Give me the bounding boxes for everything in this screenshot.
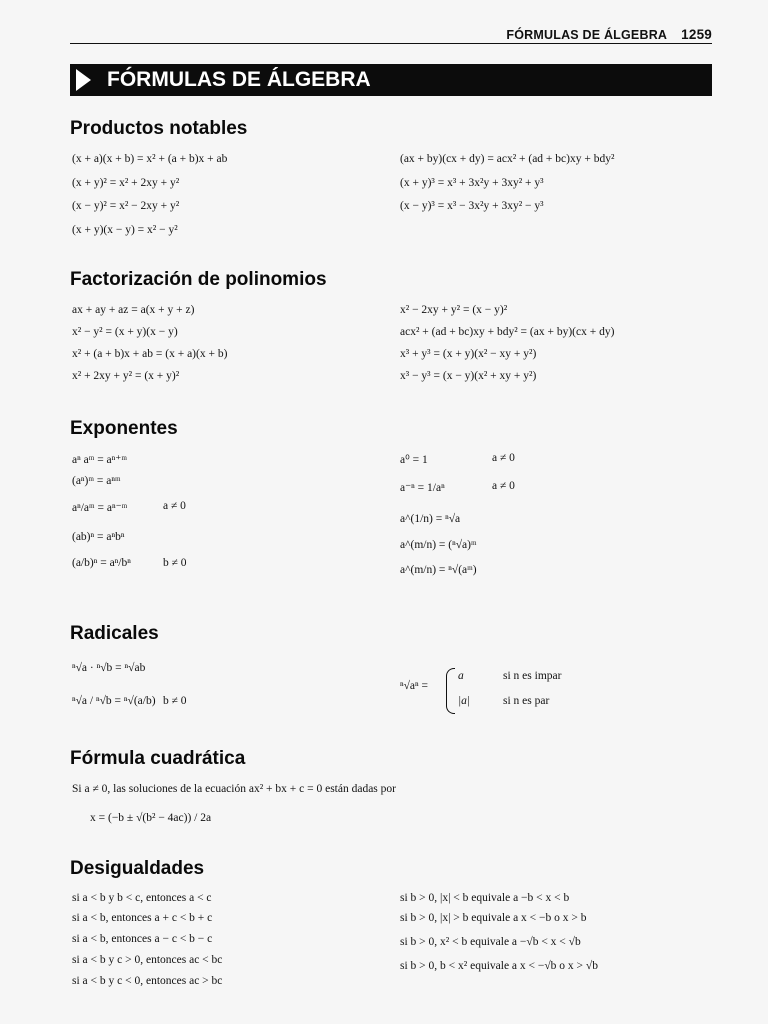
inequality: si a < b y b < c, entonces a < c bbox=[72, 892, 212, 904]
formula: x² − y² = (x + y)(x − y) bbox=[72, 326, 178, 338]
condition: a ≠ 0 bbox=[492, 452, 515, 464]
banner-title: FÓRMULAS DE ÁLGEBRA bbox=[107, 68, 371, 91]
case-brace bbox=[446, 668, 455, 714]
formula: (aⁿ)ᵐ = aⁿᵐ bbox=[72, 475, 121, 487]
formula: (x − y)³ = x³ − 3x²y + 3xy² − y³ bbox=[400, 200, 544, 212]
formula: (a/b)ⁿ = aⁿ/bⁿ bbox=[72, 557, 131, 569]
inequality: si a < b, entonces a + c < b + c bbox=[72, 912, 213, 924]
condition: b ≠ 0 bbox=[163, 695, 187, 707]
case-condition: si n es par bbox=[503, 695, 550, 707]
formula: aⁿ aᵐ = aⁿ⁺ᵐ bbox=[72, 454, 127, 466]
inequality: si a < b y c < 0, entonces ac > bc bbox=[72, 975, 223, 987]
formula: a⁻ⁿ = 1/aⁿ bbox=[400, 482, 445, 494]
inequality: si b > 0, x² < b equivale a −√b < x < √b bbox=[400, 936, 581, 948]
case-value: a bbox=[458, 670, 464, 682]
formula: ax + ay + az = a(x + y + z) bbox=[72, 304, 195, 316]
paragraph: Si a ≠ 0, las soluciones de la ecuación ax² + bx + c = 0 están dadas por bbox=[72, 783, 396, 795]
formula: acx² + (ad + bc)xy + bdy² = (ax + by)(cx + dy) bbox=[400, 326, 615, 338]
formula: a^(m/n) = ⁿ√(aᵐ) bbox=[400, 564, 477, 576]
formula: x² + (a + b)x + ab = (x + a)(x + b) bbox=[72, 348, 228, 360]
formula: a⁰ = 1 bbox=[400, 454, 428, 466]
chapter-banner bbox=[70, 64, 712, 96]
formula: (ab)ⁿ = aⁿbⁿ bbox=[72, 531, 125, 543]
formula: (x + y)(x − y) = x² − y² bbox=[72, 224, 178, 236]
section-title-desigualdades: Desigualdades bbox=[70, 858, 205, 879]
formula: (ax + by)(cx + dy) = acx² + (ad + bc)xy + bdy² bbox=[400, 153, 615, 165]
formula: (x + a)(x + b) = x² + (a + b)x + ab bbox=[72, 153, 228, 165]
formula: x³ − y³ = (x − y)(x² + xy + y²) bbox=[400, 370, 537, 382]
page-number: 1259 bbox=[681, 27, 712, 42]
formula: x² + 2xy + y² = (x + y)² bbox=[72, 370, 180, 382]
quadratic-formula: x = (−b ± √(b² − 4ac)) / 2a bbox=[90, 812, 212, 824]
inequality: si a < b, entonces a − c < b − c bbox=[72, 933, 213, 945]
case-value: |a| bbox=[458, 695, 471, 707]
section-title-exponentes: Exponentes bbox=[70, 418, 178, 439]
formula: x³ + y³ = (x + y)(x² − xy + y²) bbox=[400, 348, 537, 360]
formula: a^(1/n) = ⁿ√a bbox=[400, 513, 461, 525]
condition: b ≠ 0 bbox=[163, 557, 187, 569]
formula: aⁿ/aᵐ = aⁿ⁻ᵐ bbox=[72, 502, 128, 514]
running-title: FÓRMULAS DE ÁLGEBRA bbox=[506, 28, 668, 42]
inequality: si b > 0, b < x² equivale a x < −√b o x > √b bbox=[400, 960, 598, 972]
formula: ⁿ√a / ⁿ√b = ⁿ√(a/b) bbox=[72, 695, 156, 707]
running-header bbox=[70, 22, 712, 44]
formula: (x − y)² = x² − 2xy + y² bbox=[72, 200, 180, 212]
inequality: si b > 0, |x| > b equivale a x < −b o x > b bbox=[400, 912, 587, 924]
formula: ⁿ√a · ⁿ√b = ⁿ√ab bbox=[72, 662, 146, 674]
section-title-radicales: Radicales bbox=[70, 623, 159, 644]
formula: (x + y)² = x² + 2xy + y² bbox=[72, 177, 180, 189]
formula: a^(m/n) = (ⁿ√a)ᵐ bbox=[400, 539, 477, 551]
formula: ⁿ√aⁿ = bbox=[400, 680, 429, 692]
arrow-icon bbox=[76, 69, 91, 91]
case-condition: si n es impar bbox=[503, 670, 562, 682]
section-title-factorizacion: Factorización de polinomios bbox=[70, 269, 327, 290]
section-title-productos: Productos notables bbox=[70, 118, 248, 139]
condition: a ≠ 0 bbox=[492, 480, 515, 492]
formula: (x + y)³ = x³ + 3x²y + 3xy² + y³ bbox=[400, 177, 544, 189]
section-title-cuadratica: Fórmula cuadrática bbox=[70, 748, 246, 769]
formula: x² − 2xy + y² = (x − y)² bbox=[400, 304, 508, 316]
condition: a ≠ 0 bbox=[163, 500, 186, 512]
inequality: si a < b y c > 0, entonces ac < bc bbox=[72, 954, 223, 966]
inequality: si b > 0, |x| < b equivale a −b < x < b bbox=[400, 892, 570, 904]
